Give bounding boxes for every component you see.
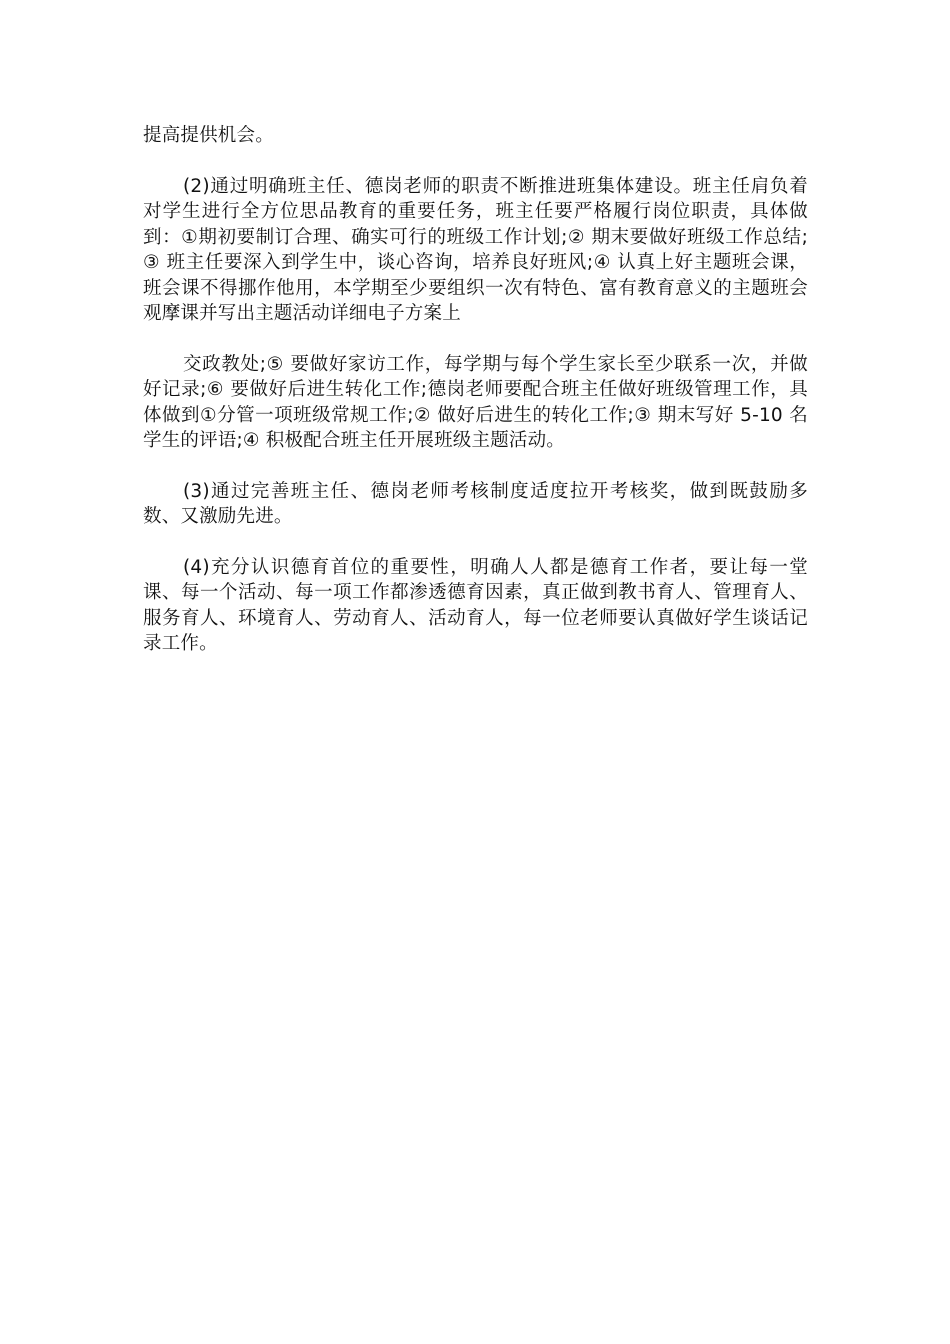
paragraph-continuation: 提高提供机会。 [143,125,274,146]
paragraph-item-2: (2)通过明确班主任、德岗老师的职责不断推进班集体建设。班主任肩负着对学生进行全方位思品教育的重要任务，班主任要严格履行岗位职责，具体做到：①期初要制订合理、确实可行的班级工作计划;② 期末要做好班级工作总结;③ 班主任要深入到学生中，谈心咨询，培养良好班风;④ 认真上好主题班会课，班会课不得挪作他用，本学期至少要组织一次有特色、富有教育意义的主题班会观摩课并写出主题活动详细电子方案上 [143,175,808,324]
document-body [143,123,808,657]
paragraph-item-2-continued: 交政教处;⑤ 要做好家访工作，每学期与每个学生家长至少联系一次，并做好记录;⑥ 要做好后进生转化工作;德岗老师要配合班主任做好班级管理工作，具体做到①分管一项班级常规工作;② 做好后进生的转化工作;③ 期末写好 5-10 名学生的评语;④ 积极配合班主任开展班级主题活动。 [143,353,808,451]
paragraph-item-4: (4)充分认识德育首位的重要性，明确人人都是德育工作者，要让每一堂课、每一个活动、每一项工作都渗透德育因素，真正做到教书育人、管理育人、服务育人、环境育人、劳动育人、活动育人，每一位老师要认真做好学生谈话记录工作。 [143,556,808,654]
paragraph-item-3: (3)通过完善班主任、德岗老师考核制度适度拉开考核奖，做到既鼓励多数、又激励先进。 [143,480,808,527]
